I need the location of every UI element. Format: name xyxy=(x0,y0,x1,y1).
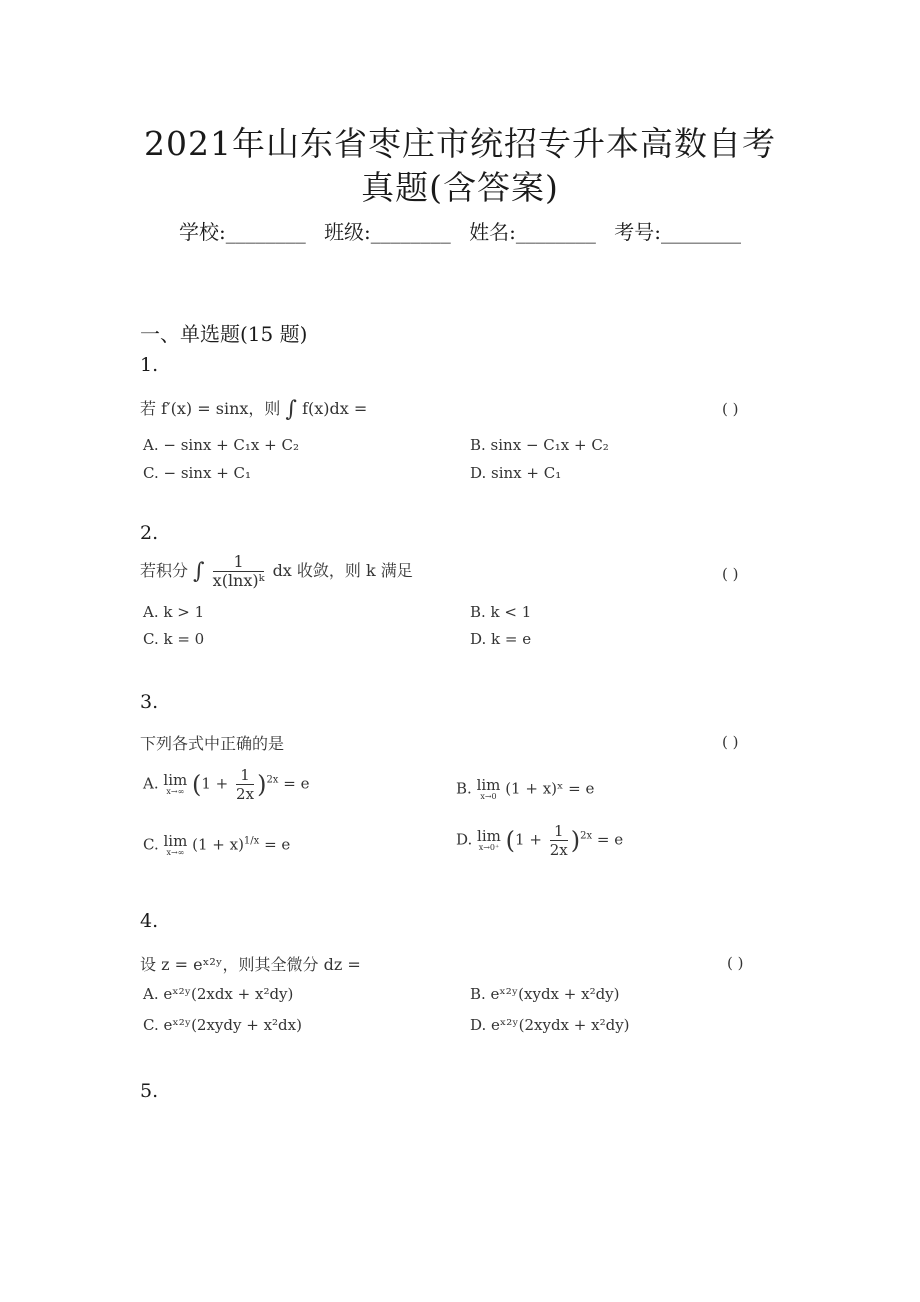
option-1a: A. − sinx + C₁x + C₂ xyxy=(143,436,299,454)
fraction-numerator: 1 xyxy=(236,766,254,785)
stem-integrand: f(x)dx = xyxy=(302,399,368,418)
question-stem-3: 下列各式中正确的是 xyxy=(140,734,285,753)
left-paren: ( xyxy=(192,770,202,799)
fraction-numerator: 1 xyxy=(550,822,568,841)
lim-subscript: x→∞ xyxy=(166,848,185,857)
class-field: 班级:________ xyxy=(324,220,451,244)
answer-paren-1: ( ) xyxy=(722,400,739,418)
option-1d: D. sinx + C₁ xyxy=(470,464,562,482)
equals: = e xyxy=(596,830,624,849)
option-4d: D. eˣ²ʸ(2xydx + x²dy) xyxy=(470,1016,630,1034)
name-field: 姓名:________ xyxy=(469,220,596,244)
limit xyxy=(477,829,501,852)
stem-prefix: 若 xyxy=(140,399,157,418)
option-3c xyxy=(143,834,290,857)
expr: (1 + x)ˣ = e xyxy=(505,779,595,798)
stem-derivative: f′(x) = sinx，则 xyxy=(161,399,281,418)
right-paren: ) xyxy=(570,826,581,855)
question-number-5: 5. xyxy=(140,1080,159,1102)
option-1b: B. sinx − C₁x + C₂ xyxy=(470,436,609,454)
school-field: 学校:________ xyxy=(178,220,306,244)
exponent: 2x xyxy=(580,830,593,842)
question-stem-2 xyxy=(140,553,413,590)
answer-paren-4: ( ) xyxy=(727,954,744,972)
lim-subscript: x→0⁺ xyxy=(478,843,500,852)
option-4b: B. eˣ²ʸ(xydx + x²dy) xyxy=(470,985,620,1003)
option-4c: C. eˣ²ʸ(2xydy + x²dx) xyxy=(143,1016,302,1034)
equals: = e xyxy=(264,835,291,854)
left-paren: ( xyxy=(505,826,516,855)
fraction-denominator: 2x xyxy=(549,841,568,859)
option-2c: C. k = 0 xyxy=(143,630,205,648)
fraction-denominator: 2x xyxy=(236,785,255,803)
option-label: A. xyxy=(143,774,159,793)
question-stem-4: 设 z = eˣ²ʸ，则其全微分 dz = xyxy=(140,955,361,974)
answer-paren-2: ( ) xyxy=(722,565,739,583)
lim-text: lim xyxy=(163,771,188,789)
option-2b: B. k < 1 xyxy=(470,603,532,621)
option-3a xyxy=(143,766,309,803)
option-1c: C. − sinx + C₁ xyxy=(143,464,252,482)
lim-text: lim xyxy=(476,776,501,794)
exponent: 2x xyxy=(266,774,279,786)
question-number-4: 4. xyxy=(140,910,159,932)
section-heading: 一、单选题(15 题) xyxy=(140,322,308,346)
question-number-2: 2. xyxy=(140,522,159,544)
lim-text: lim xyxy=(163,832,188,850)
fraction xyxy=(550,822,568,859)
limit xyxy=(164,834,188,857)
expr: 1 + xyxy=(515,830,542,849)
option-label: D. xyxy=(456,830,473,849)
right-paren: ) xyxy=(257,770,267,799)
integral-sign: ∫ xyxy=(285,397,297,422)
stem-rest: dx 收敛，则 k 满足 xyxy=(272,561,413,580)
integral-sign: ∫ xyxy=(193,559,205,584)
answer-paren-3: ( ) xyxy=(722,733,739,751)
fraction xyxy=(213,553,265,590)
option-label: B. xyxy=(456,779,472,798)
lim-subscript: x→0 xyxy=(480,792,497,801)
question-number-1: 1. xyxy=(140,354,159,376)
lim-text: lim xyxy=(477,827,501,845)
exponent: 1/x xyxy=(243,835,260,847)
expr: (1 + x) xyxy=(192,835,244,854)
option-3b xyxy=(456,778,594,801)
page-title-line2: 真题(含答案) xyxy=(361,168,559,207)
fraction xyxy=(236,766,254,803)
equals: = e xyxy=(283,774,310,793)
info-fields xyxy=(0,216,920,245)
question-stem-1 xyxy=(140,396,367,422)
fraction-numerator: 1 xyxy=(213,553,265,572)
option-2d: D. k = e xyxy=(470,630,532,648)
question-number-3: 3. xyxy=(140,691,159,713)
option-3d xyxy=(456,822,623,859)
page-title: 2021年山东省枣庄市统招专升本高数自考 xyxy=(144,124,776,163)
option-4a: A. eˣ²ʸ(2xdx + x²dy) xyxy=(143,985,294,1003)
exam-number-field: 考号:________ xyxy=(614,220,742,244)
stem-prefix: 若积分 xyxy=(140,561,189,580)
limit xyxy=(477,778,501,801)
option-2a: A. k > 1 xyxy=(143,603,205,621)
option-label: C. xyxy=(143,835,159,854)
lim-subscript: x→∞ xyxy=(166,787,185,796)
fraction-denominator: x(lnx)ᵏ xyxy=(212,571,265,590)
expr: 1 + xyxy=(201,774,229,793)
limit xyxy=(163,773,187,796)
